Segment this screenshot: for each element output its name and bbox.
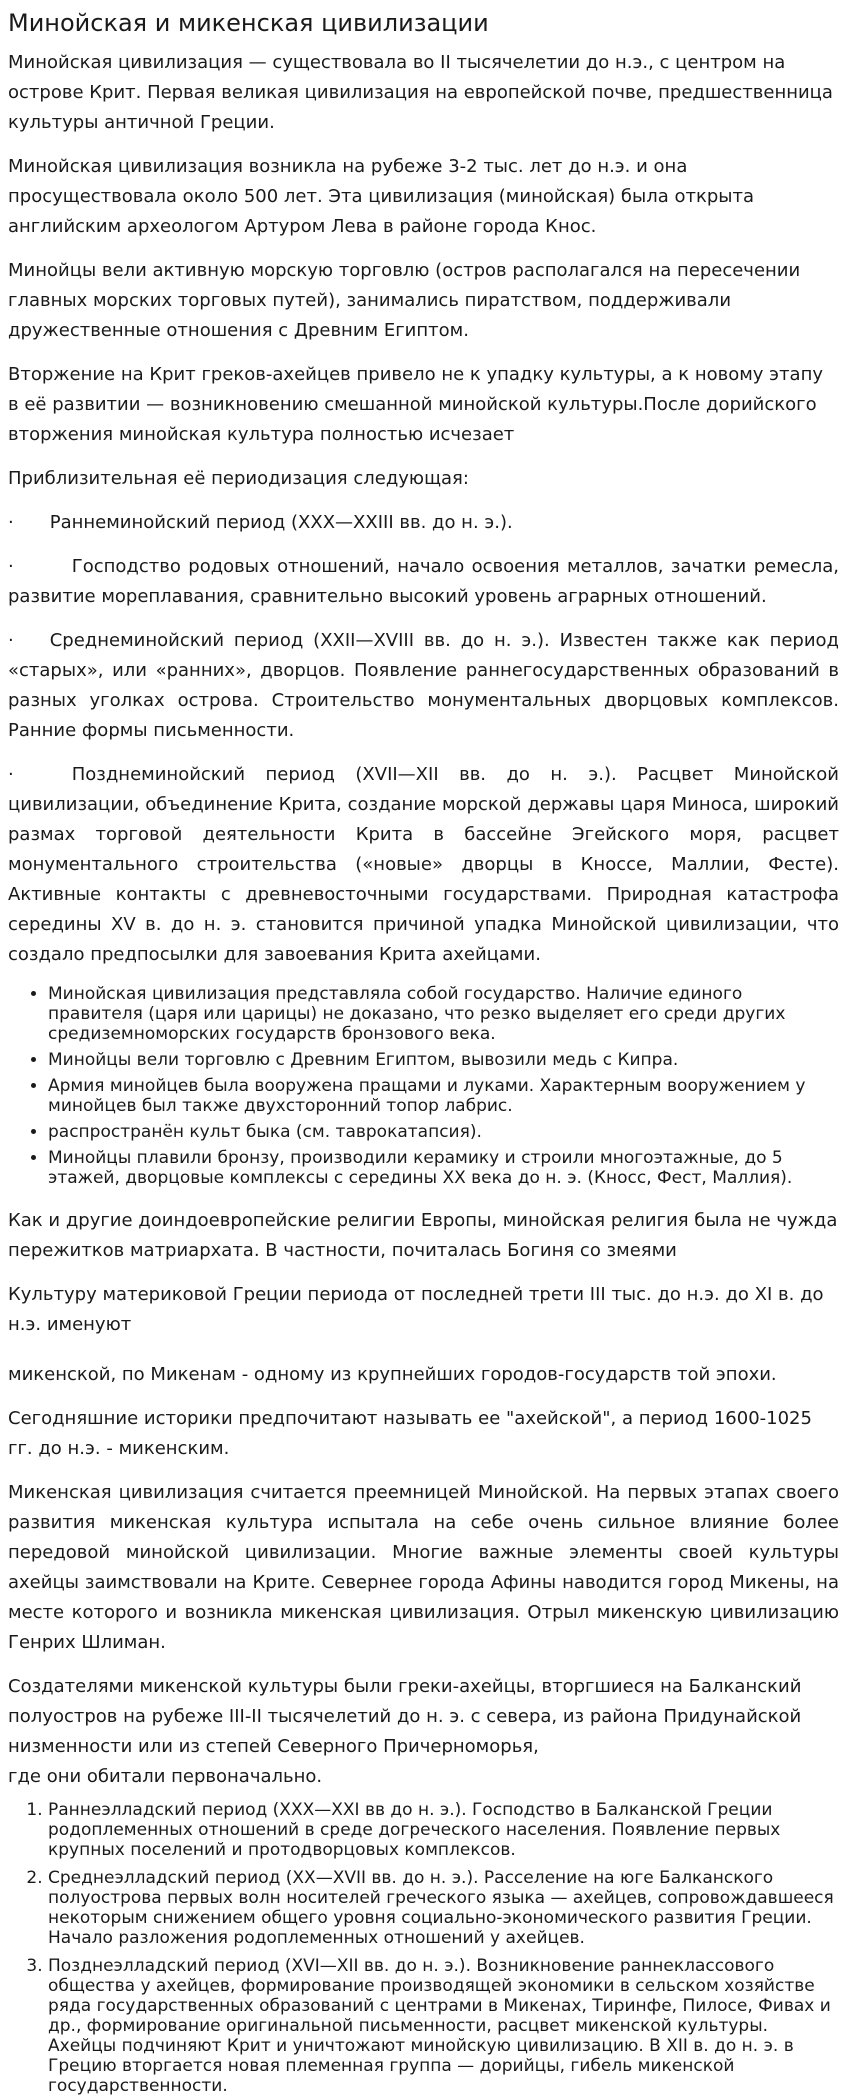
bullet-marker: · — [8, 512, 14, 533]
period-text: Позднеминойский период (XVII—XII вв. до н. э.). Расцвет Минойской цивилизации, объединение Крита, создание морской державы царя Миноса, широкий размах торговой деятельности Крита в бассейне Эгейского моря, расцвет монументального строительства («новые» дворцы в Кноссе, Маллии, Фесте). Активные контакты с древневосточными государствами. Природная катастрофа середины XV в. до н. э. становится причиной упадка Минойской цивилизации, что создало предпосылки для завоевания Крита ахейцами. — [8, 764, 839, 965]
paragraph: Как и другие доиндоевропейские религии Европы, минойская религия была не чужда пережитков матриархата. В частности, почиталась Богиня со змеями — [8, 1210, 838, 1261]
period-item — [8, 626, 839, 746]
period-item — [8, 760, 839, 970]
list-item: 2. Среднеэлладский период (XX—XVII вв. до н. э.). Расселение на юге Балканского полуострова первых волн носителей греческого языка — ахейцев, сопровождавшееся некоторым снижением общего уровня социально-экономического развития Греции. Начало разложения родоплеменных отношений у ахейцев. — [48, 1868, 839, 1948]
list-item: • Минойцы вели торговлю с Древним Египтом, вывозили медь с Кипра. — [48, 1050, 839, 1070]
period-text: Господство родовых отношений, начало освоения металлов, зачатки ремесла, развитие мореплавания, сравнительно высокий уровень аграрных отношений. — [8, 556, 839, 607]
period-item — [8, 508, 839, 538]
bullet-marker: · — [8, 764, 14, 785]
paragraph: Приблизительная её периодизация следующая: — [8, 468, 469, 489]
paragraph: Сегодняшние историки предпочитают называть ее "ахейской", а период 1600-1025 гг. до н.э. - микенским. — [8, 1408, 812, 1459]
paragraph: Минойская цивилизация — существовала во II тысячелетии до н.э., с центром на острове Крит. Первая великая цивилизация на европейской почве, предшественница культуры античной Греции. — [8, 52, 833, 133]
paragraph: Минойская цивилизация возникла на рубеже 3-2 тыс. лет до н.э. и она просуществовала около 500 лет. Эта цивилизация (минойская) была открыта английским археологом Артуром Лева в районе города Кнос. — [8, 156, 755, 237]
paragraph: Микенская цивилизация считается преемницей Минойской. На первых этапах своего развития микенская культура испытала на себе очень сильное влияние более передовой минойской цивилизации. Многие важные элементы своей культуры ахейцы заимствовали на Крите. Севернее города Афины наводится город Микены, на месте которого и возникла микенская цивилизация. Отрыл микенскую цивилизацию Генрих Шлиман. — [8, 1482, 839, 1653]
bullet-marker: · — [8, 630, 14, 651]
paragraph: Создателями микенской культуры были греки-ахейцы, вторгшиеся на Балканский полуостров на рубеже III-II тысячелетий до н. э. с севера, из района Придунайской низменности или из степей Северного Причерноморья, — [8, 1676, 802, 1757]
helladic-list — [8, 1800, 839, 2096]
period-text: Среднеминойский период (XXII—XVIII вв. до н. э.). Известен также как период «старых», или «ранних», дворцов. Появление раннегосударственных образований в разных уголках острова. Строительство монументальных дворцовых комплексов. Ранние формы письменности. — [8, 630, 839, 741]
paragraph: Минойцы вели активную морскую торговлю (остров располагался на пересечении главных морских торговых путей), занимались пиратством, поддерживали дружественные отношения с Древним Египтом. — [8, 260, 801, 341]
paragraph: Культуру материковой Греции периода от последней трети III тыс. до н.э. до XI в. до н.э. именуют — [8, 1284, 824, 1335]
paragraph: где они обитали первоначально. — [8, 1766, 323, 1787]
list-item: 3. Позднеэлладский период (XVI—XII вв. до н. э.). Возникновение раннеклассового общества у ахейцев, формирование производящей экономики в сельском хозяйстве ряда государственных образований с центрами в Микенах, Тиринфе, Пилосе, Фивах и др., формирование оригинальной письменности, расцвет микенской культуры. Ахейцы подчиняют Крит и уничтожают минойскую цивилизацию. В XII в. до н. э. в Грецию вторгается новая племенная группа — дорийцы, гибель микенской государственности. — [48, 1956, 839, 2096]
paragraph: микенской, по Микенам - одному из крупнейших городов-государств той эпохи. — [8, 1364, 777, 1385]
list-item: • Минойская цивилизация представляла собой государство. Наличие единого правителя (царя или царицы) не доказано, что резко выделяет его среди других средиземноморских государств бронзового века. — [48, 984, 839, 1044]
page-title: Минойская и микенская цивилизации — [8, 9, 489, 37]
list-item: • распространён культ быка (см. таврокатапсия). — [48, 1122, 839, 1142]
bullet-marker: · — [8, 556, 14, 577]
list-item: • Армия минойцев была вооружена пращами и луками. Характерным вооружением у минойцев был также двухсторонний топор лабрис. — [48, 1076, 839, 1116]
list-item: • Минойцы плавили бронзу, производили керамику и строили многоэтажные, до 5 этажей, дворцовые комплексы с середины XX века до н. э. (Кносс, Фест, Маллия). — [48, 1148, 839, 1188]
list-item: 1. Раннеэлладский период (XXX—XXI вв до н. э.). Господство в Балканской Греции родоплеменных отношений в среде догреческого населения. Появление первых крупных поселений и протодворцовых комплексов. — [48, 1800, 839, 1860]
period-text: Раннеминойский период (XXX—XXIII вв. до н. э.). — [49, 512, 513, 533]
facts-list — [8, 984, 839, 1188]
paragraph: Вторжение на Крит греков-ахейцев привело не к упадку культуры, а к новому этапу в её развитии — возникновению смешанной минойской культуры.После дорийского вторжения минойская культура полностью исчезает — [8, 364, 824, 445]
period-item — [8, 552, 839, 612]
